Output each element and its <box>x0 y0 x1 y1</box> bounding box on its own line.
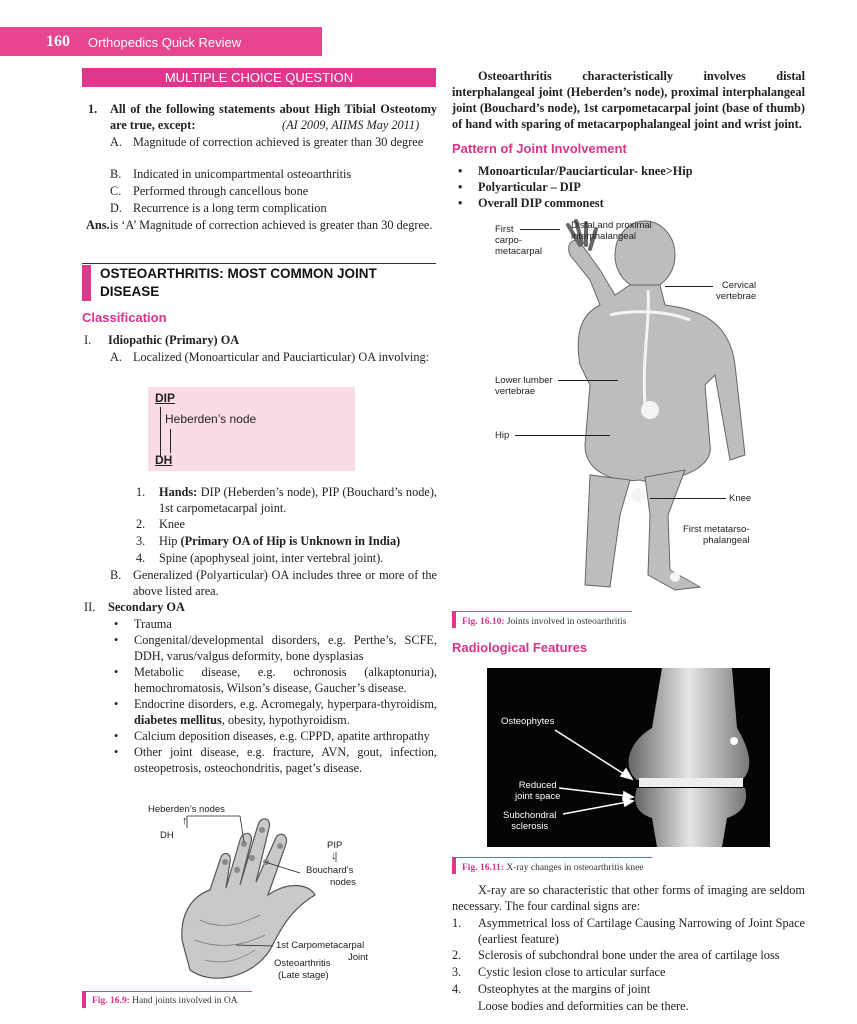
label-first-cmc: First carpo- metacarpal <box>495 224 542 257</box>
list-2-text: Knee <box>159 517 185 531</box>
primary-roman: I. <box>84 333 92 347</box>
list-4-number: 4. <box>136 551 146 565</box>
label-joint: Joint <box>348 952 369 963</box>
sign-3-number: 3. <box>452 965 462 979</box>
option-c-letter: C. <box>110 184 122 198</box>
list-item: • Overall DIP commonest <box>452 195 805 211</box>
option-d-text: Recurrence is a long term complication <box>133 201 327 215</box>
mnemonic-line <box>160 407 161 457</box>
list-item: • Congenital/developmental disorders, e.g. Perthe’s, SCFE, DDH, varus/valgus deformity, bone dysplasias <box>108 632 437 664</box>
arrow-up-icon: ↑ <box>182 815 188 827</box>
label-osteoarthritis: Osteoarthritis <box>274 958 331 969</box>
answer-text: is ‘A’ Magnitude of correction achieved is greater than 30 degree. <box>110 218 433 232</box>
leader-line <box>665 286 713 287</box>
caption-rule <box>82 991 252 992</box>
label-lumbar: Lower lumber vertebrae <box>495 375 553 397</box>
question-source: (AI 2009, AIIMS May 2011) <box>282 118 420 132</box>
xray-arrows <box>487 668 770 847</box>
mnemonic-box <box>148 387 355 471</box>
pattern-heading: Pattern of Joint Involvement <box>452 141 627 156</box>
label-subchondral: Subchondral sclerosis <box>503 810 557 832</box>
sign-2-text: Sclerosis of subchondral bone under the area of cartilage loss <box>478 948 780 962</box>
label-hip: Hip <box>495 430 510 441</box>
xray-image <box>487 668 770 847</box>
list-item: • Trauma <box>108 616 437 632</box>
loose-bodies-text: Loose bodies and deformities can be there. <box>478 999 689 1013</box>
page-number: 160 <box>46 33 70 50</box>
section-rule <box>82 263 436 264</box>
option-d-letter: D. <box>110 201 122 215</box>
sign-3-text: Cystic lesion close to articular surface <box>478 965 666 979</box>
label-knee: Knee <box>729 493 752 504</box>
intro-paragraph: Osteoarthritis characteristically involves distal interphalangeal joint (Heberden’s node), proximal interphalangeal joint (Bouchard’s node), 1st carpometacarpal joint (base of thumb) of hand with sparing of metacarpophalangeal joint and wrist joint. <box>452 69 805 131</box>
mnemonic-dh: DH <box>155 453 173 467</box>
mnemonic-heberden: Heberden’s node <box>165 412 257 426</box>
option-b-letter: B. <box>110 167 122 181</box>
label-dh: DH <box>160 830 174 841</box>
fig-16-9-caption: Fig. 16.9: Hand joints involved in OA <box>92 996 238 1006</box>
sign-1-number: 1. <box>452 916 462 930</box>
localized-letter: A. <box>110 350 122 364</box>
label-bouchards: Bouchard’s <box>306 865 354 876</box>
label-pip: PIP <box>327 840 343 851</box>
arrow-down-icon: ↓ <box>331 850 337 862</box>
list-1-text: Hands: DIP (Heberden’s node), PIP (Bouchard’s node), 1st carpometacarpal joint. <box>159 485 437 515</box>
localized-text: Localized (Monoarticular and Pauciarticular) OA involving: <box>133 350 430 364</box>
list-3-text: Hip (Primary OA of Hip is Unknown in India) <box>159 534 401 548</box>
section-title: OSTEOARTHRITIS: MOST COMMON JOINT DISEASE <box>100 266 377 299</box>
sign-1-text: Asymmetrical loss of Cartilage Causing Narrowing of Joint Space (earliest feature) <box>478 916 805 946</box>
xray-paragraph: X-ray are so characteristic that other forms of imaging are seldom necessary. The four cardinal signs are: <box>452 883 805 913</box>
secondary-roman: II. <box>84 600 96 614</box>
list-item: • Monoarticular/Pauciarticular- knee>Hip <box>452 163 805 179</box>
list-item: • Calcium deposition diseases, e.g. CPPD, apatite arthropathy <box>108 728 437 744</box>
pattern-list <box>452 163 805 211</box>
fig-16-10-caption: Fig. 16.10: Joints involved in osteoarthritis <box>462 617 627 627</box>
list-1-number: 1. <box>136 485 146 499</box>
mcq-banner: MULTIPLE CHOICE QUESTION <box>82 68 436 87</box>
sign-4-text: Osteophytes at the margins of joint <box>478 982 651 996</box>
option-a-letter: A. <box>110 135 122 149</box>
caption-marker <box>452 612 456 628</box>
label-heberdens-nodes: Heberden’s nodes <box>148 804 225 815</box>
generalized-text: Generalized (Polyarticular) OA includes three or more of the above listed area. <box>133 568 437 598</box>
primary-title: Idiopathic (Primary) OA <box>108 333 240 347</box>
generalized-letter: B. <box>110 568 122 582</box>
leader-line <box>650 498 726 499</box>
label-osteophytes: Osteophytes <box>501 716 555 727</box>
label-cervical: Cervical vertebrae <box>716 280 757 302</box>
book-title: Orthopedics Quick Review <box>88 35 242 50</box>
secondary-title: Secondary OA <box>108 600 185 614</box>
caption-rule <box>452 857 652 858</box>
caption-rule <box>452 611 632 612</box>
option-b-text: Indicated in unicompartmental osteoarthritis <box>133 167 352 181</box>
list-item: • Other joint disease, e.g. fracture, AVN, gout, infection, osteopetrosis, osteochondritis, paget’s disease. <box>108 744 437 776</box>
option-a-text: Magnitude of correction achieved is greater than 30 degree <box>133 135 424 149</box>
body-illustration <box>490 215 800 615</box>
label-reduced-space: Reduced joint space <box>515 780 561 802</box>
radiological-heading: Radiological Features <box>452 640 588 655</box>
sign-2-number: 2. <box>452 948 462 962</box>
caption-marker <box>82 992 86 1008</box>
label-nodes: nodes <box>330 877 356 888</box>
mnemonic-line-2 <box>170 429 171 453</box>
leader-line <box>520 229 560 230</box>
section-marker <box>82 265 91 301</box>
leader-line <box>558 380 618 381</box>
label-first-mtp: First metatarso- phalangeal <box>683 524 750 546</box>
secondary-list <box>108 616 437 776</box>
leader-line <box>515 435 610 436</box>
list-item: • Polyarticular – DIP <box>452 179 805 195</box>
list-4-text: Spine (apophyseal joint, inter vertebral joint). <box>159 551 384 565</box>
label-dip-pip: Distal and proximal interphalangeal <box>571 220 652 242</box>
sign-4-number: 4. <box>452 982 462 996</box>
answer-label: Ans. <box>86 218 110 232</box>
list-item: • Metabolic disease, e.g. ochronosis (alkaptonuria), hemochromatosis, Wilson’s disease, Gaucher’s disease. <box>108 664 437 696</box>
label-late-stage: (Late stage) <box>278 970 329 981</box>
label-1st-cmc: 1st Carpometacarpal <box>276 940 365 951</box>
question-number: 1. <box>88 102 98 116</box>
classification-heading: Classification <box>82 310 167 325</box>
list-2-number: 2. <box>136 517 146 531</box>
fig-16-11-caption: Fig. 16.11: X-ray changes in osteoarthritis knee <box>462 863 644 873</box>
question-text: All of the following statements about High Tibial Osteotomy are true, except: <box>110 102 437 132</box>
list-item: • Endocrine disorders, e.g. Acromegaly, hyperpara-thyroidism, diabetes mellitus, obesity, hypothyroidism. <box>108 696 437 728</box>
caption-marker <box>452 858 456 874</box>
mnemonic-dip: DIP <box>155 391 176 405</box>
option-c-text: Performed through cancellous bone <box>133 184 309 198</box>
list-3-number: 3. <box>136 534 146 548</box>
